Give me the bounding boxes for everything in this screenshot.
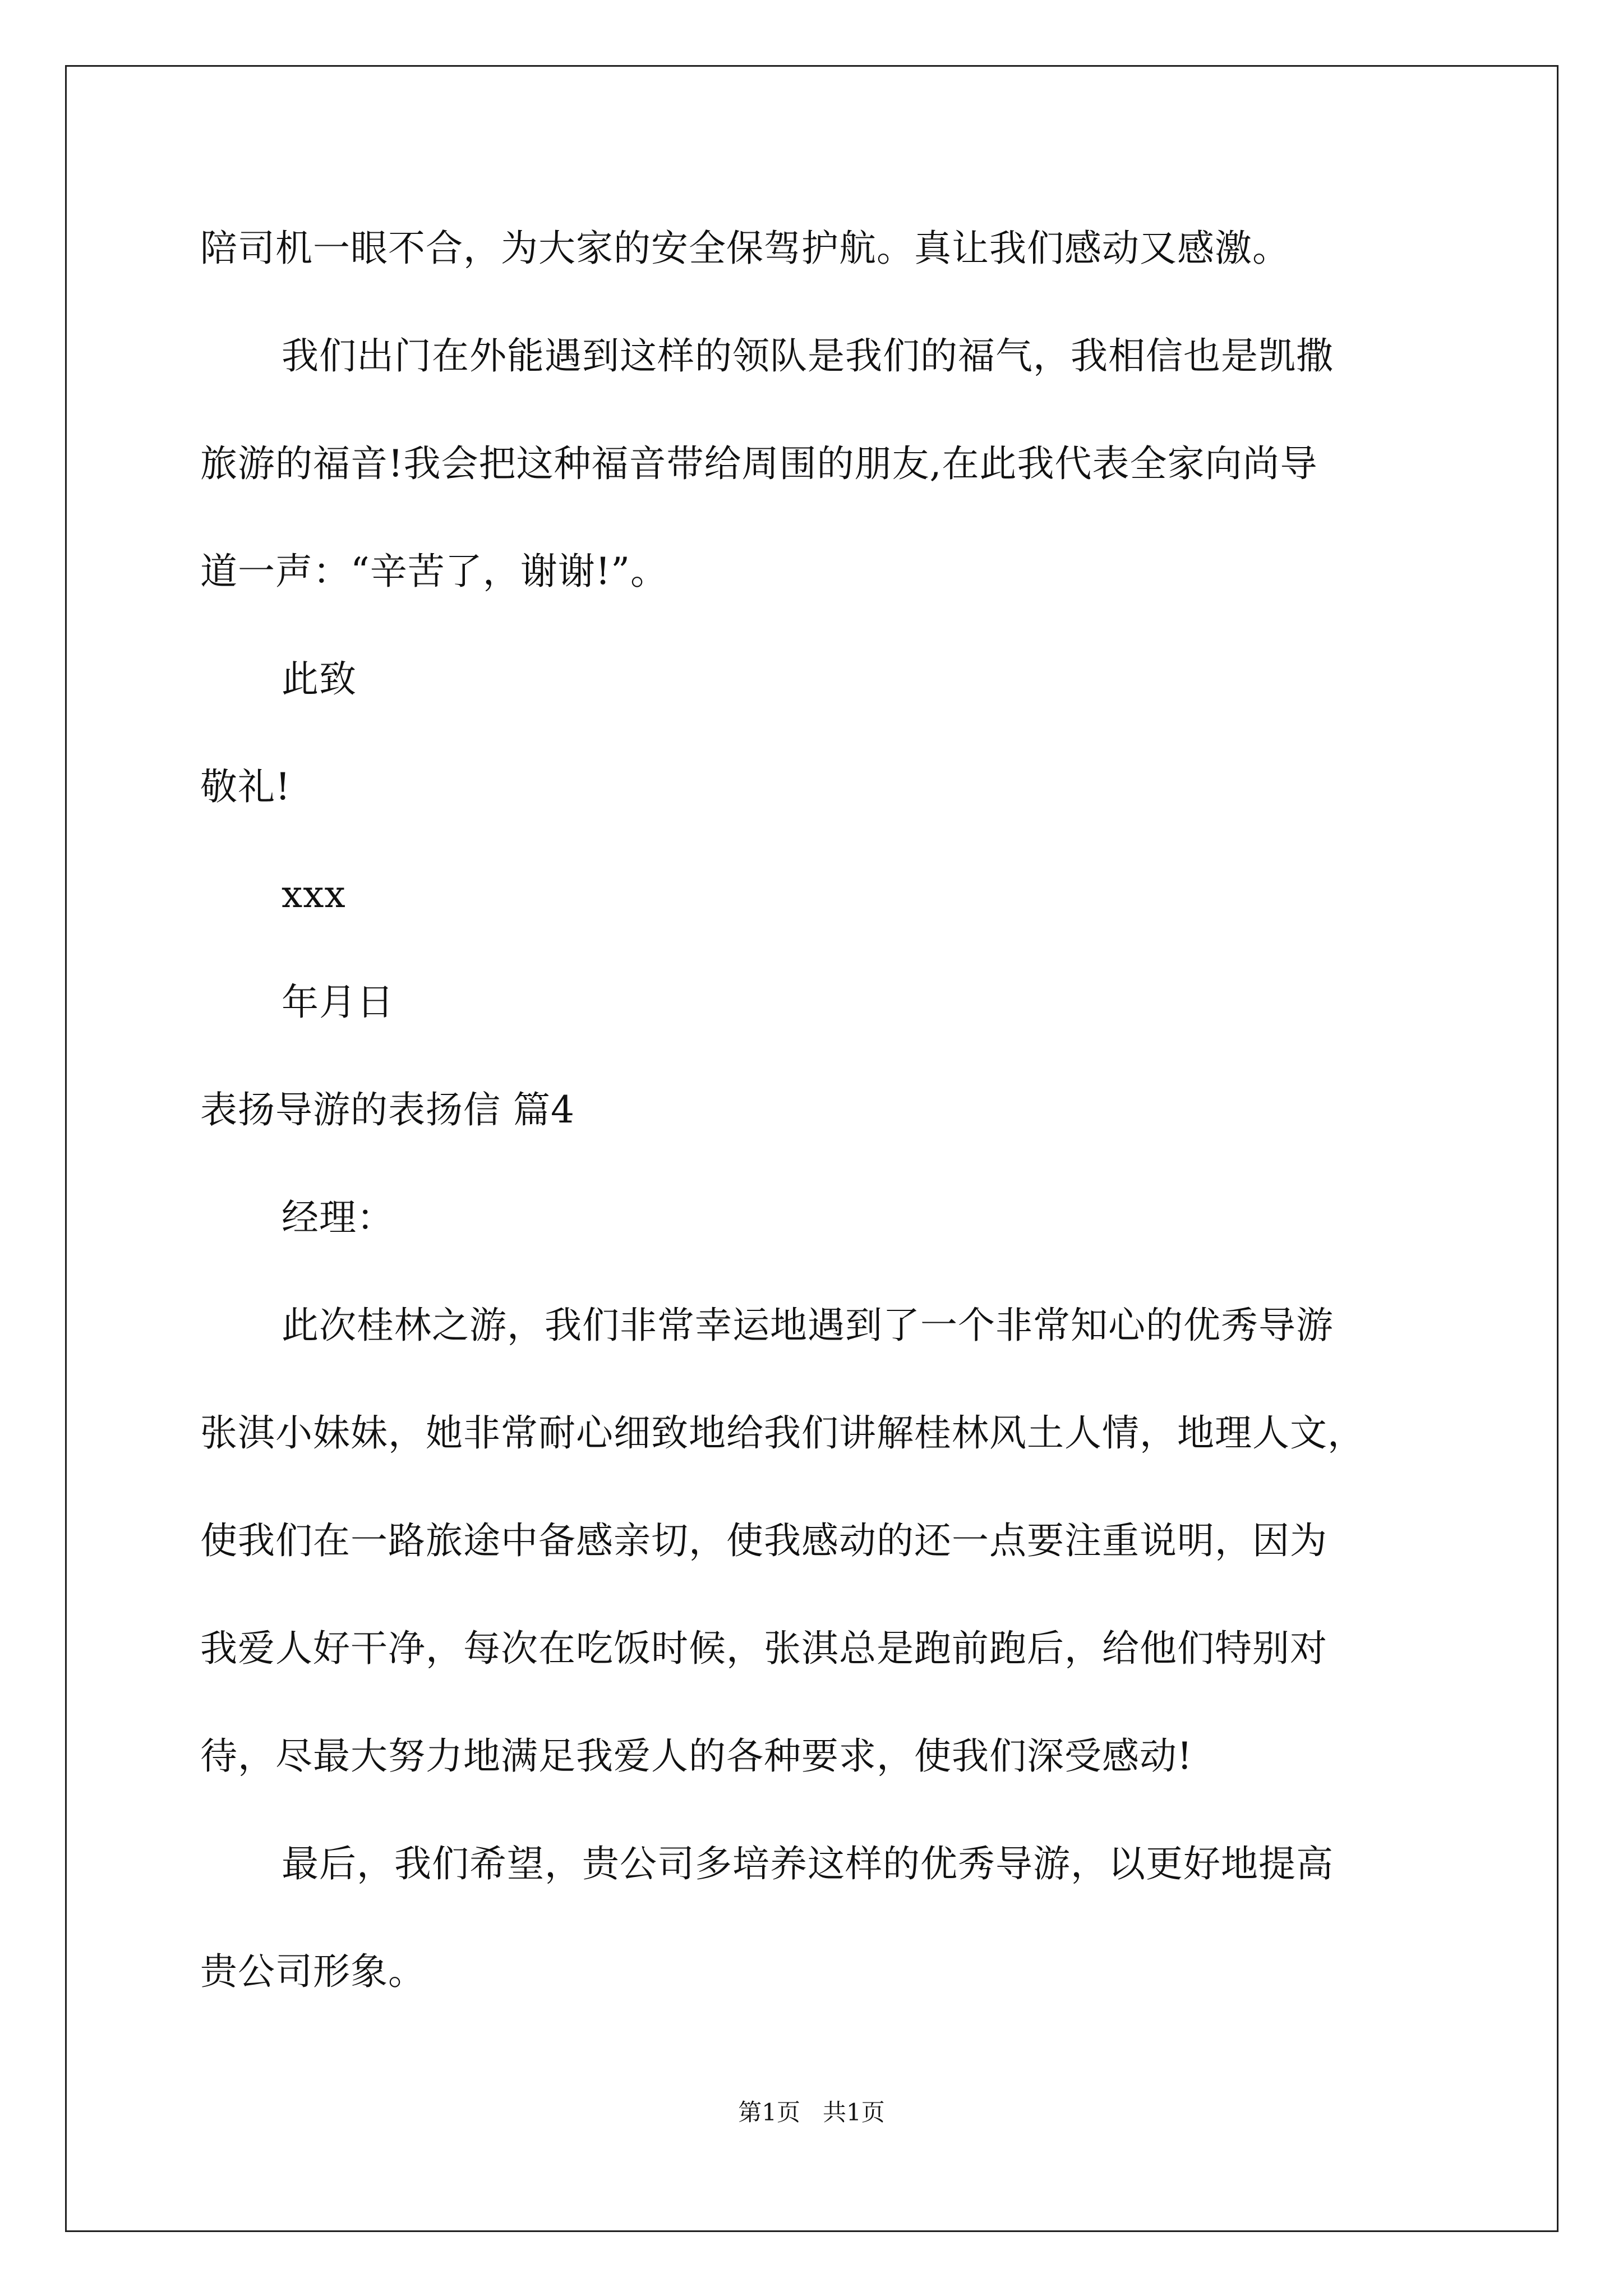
body-line: 贵公司形象。 (200, 1950, 426, 1993)
body-line: 此次桂林之游，我们非常幸运地遇到了一个非常知心的优秀导游 (282, 1304, 1334, 1347)
page-footer: 第1页 共1页 (738, 2099, 885, 2126)
body-line: 张淇小妹妹，她非常耐心细致地给我们讲解桂林风土人情，地理人文， (200, 1411, 1365, 1455)
body-line: 使我们在一路旅途中备感亲切，使我感动的还一点要注重说明，因为 (200, 1519, 1327, 1562)
page-border (65, 65, 1559, 2232)
body-line: 我爱人好干净，每次在吃饭时候，张淇总是跑前跑后，给他们特别对 (200, 1627, 1327, 1670)
body-line: 旅游的福音!我会把这种福音带给周围的朋友,在此我代表全家向尚导 (200, 442, 1318, 485)
body-line: 陪司机一眼不合，为大家的安全保驾护航。真让我们感动又感激。 (200, 227, 1290, 270)
section-heading: 表扬导游的表扬信 篇4 (200, 1088, 575, 1131)
salutation: 敬礼! (200, 765, 291, 808)
body-line: 待，尽最大努力地满足我爱人的各种要求，使我们深受感动! (200, 1734, 1193, 1778)
body-line: 我们出门在外能遇到这样的领队是我们的福气，我相信也是凯撒 (282, 334, 1334, 378)
body-line: 最后，我们希望，贵公司多培养这样的优秀导游，以更好地提高 (282, 1842, 1334, 1885)
letter-greeting: 经理： (282, 1196, 394, 1239)
signature: xxx (282, 873, 346, 916)
date-line: 年月日 (282, 981, 394, 1024)
closing-phrase: 此致 (282, 657, 357, 701)
body-line: 道一声：“辛苦了，谢谢!”。 (200, 550, 668, 593)
